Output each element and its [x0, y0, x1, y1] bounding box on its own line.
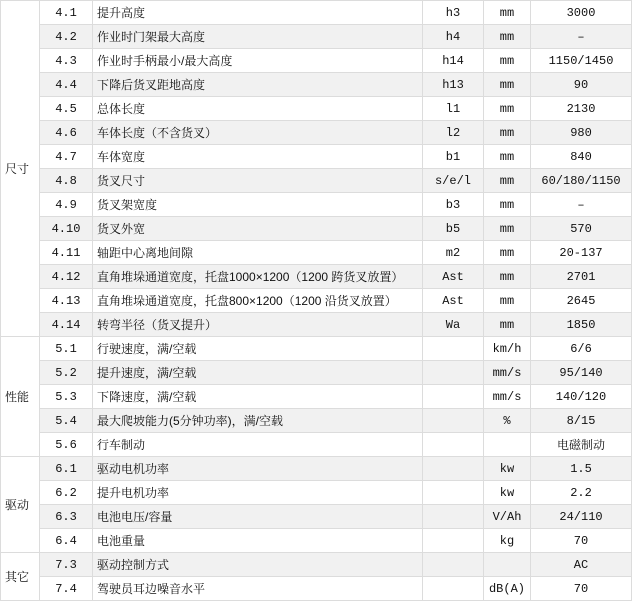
table-row [1, 97, 632, 121]
row-name-cell: 车体宽度 [93, 145, 423, 169]
table-row [1, 193, 632, 217]
row-number-cell: 4.11 [40, 241, 93, 265]
row-unit-cell: mm [484, 73, 531, 97]
row-value-cell: 1150/1450 [531, 49, 632, 73]
row-number-cell: 4.3 [40, 49, 93, 73]
row-unit-cell: % [484, 409, 531, 433]
row-value-cell: 2645 [531, 289, 632, 313]
row-unit-cell: kg [484, 529, 531, 553]
row-name-cell: 电池电压/容量 [93, 505, 423, 529]
row-name-cell: 提升高度 [93, 1, 423, 25]
table-row [1, 529, 632, 553]
row-number-cell: 4.9 [40, 193, 93, 217]
row-symbol-cell: h3 [423, 1, 484, 25]
row-number-cell: 5.2 [40, 361, 93, 385]
table-row [1, 337, 632, 361]
row-name-cell: 下降后货叉距地高度 [93, 73, 423, 97]
row-symbol-cell [423, 409, 484, 433]
group-label-cell: 尺寸 [1, 1, 40, 337]
row-number-cell: 5.1 [40, 337, 93, 361]
row-unit-cell: kw [484, 481, 531, 505]
row-name-cell: 行车制动 [93, 433, 423, 457]
row-value-cell: 8/15 [531, 409, 632, 433]
row-symbol-cell: s/e/l [423, 169, 484, 193]
row-symbol-cell: l1 [423, 97, 484, 121]
row-name-cell: 转弯半径（货叉提升） [93, 313, 423, 337]
table-row [1, 505, 632, 529]
row-symbol-cell: Wa [423, 313, 484, 337]
row-number-cell: 6.3 [40, 505, 93, 529]
row-name-cell: 总体长度 [93, 97, 423, 121]
row-name-cell: 直角堆垛通道宽度，托盘800×1200（1200 沿货叉放置） [93, 289, 423, 313]
row-value-cell: 1.5 [531, 457, 632, 481]
row-number-cell: 4.6 [40, 121, 93, 145]
row-name-cell: 作业时门架最大高度 [93, 25, 423, 49]
table-row [1, 553, 632, 577]
row-number-cell: 4.8 [40, 169, 93, 193]
row-name-cell: 车体长度（不含货叉） [93, 121, 423, 145]
row-name-cell: 驾驶员耳边噪音水平 [93, 577, 423, 601]
row-value-cell: 20-137 [531, 241, 632, 265]
table-row [1, 361, 632, 385]
row-name-cell: 提升电机功率 [93, 481, 423, 505]
row-unit-cell: mm [484, 121, 531, 145]
group-label-cell: 驱动 [1, 457, 40, 553]
row-value-cell: 电磁制动 [531, 433, 632, 457]
row-name-cell: 驱动控制方式 [93, 553, 423, 577]
row-unit-cell: mm [484, 25, 531, 49]
row-unit-cell: mm/s [484, 361, 531, 385]
table-row [1, 289, 632, 313]
row-number-cell: 4.14 [40, 313, 93, 337]
row-unit-cell: V/Ah [484, 505, 531, 529]
row-name-cell: 轴距中心离地间隙 [93, 241, 423, 265]
row-value-cell: 840 [531, 145, 632, 169]
row-number-cell: 4.10 [40, 217, 93, 241]
row-symbol-cell [423, 361, 484, 385]
row-number-cell: 6.2 [40, 481, 93, 505]
row-unit-cell [484, 553, 531, 577]
row-symbol-cell: m2 [423, 241, 484, 265]
row-symbol-cell: Ast [423, 265, 484, 289]
row-number-cell: 4.12 [40, 265, 93, 289]
row-value-cell: 2130 [531, 97, 632, 121]
table-row [1, 385, 632, 409]
row-unit-cell: mm [484, 241, 531, 265]
row-symbol-cell: h14 [423, 49, 484, 73]
row-unit-cell: mm [484, 169, 531, 193]
row-value-cell: 70 [531, 577, 632, 601]
table-row [1, 577, 632, 601]
row-symbol-cell [423, 505, 484, 529]
row-name-cell: 下降速度，满/空载 [93, 385, 423, 409]
row-unit-cell: mm [484, 49, 531, 73]
row-value-cell: 3000 [531, 1, 632, 25]
row-name-cell: 电池重量 [93, 529, 423, 553]
row-name-cell: 驱动电机功率 [93, 457, 423, 481]
row-unit-cell: mm [484, 313, 531, 337]
row-symbol-cell [423, 385, 484, 409]
row-symbol-cell: b3 [423, 193, 484, 217]
row-number-cell: 4.2 [40, 25, 93, 49]
table-row [1, 49, 632, 73]
row-symbol-cell: l2 [423, 121, 484, 145]
row-number-cell: 7.4 [40, 577, 93, 601]
table-row [1, 241, 632, 265]
row-number-cell: 7.3 [40, 553, 93, 577]
row-number-cell: 6.1 [40, 457, 93, 481]
row-symbol-cell [423, 553, 484, 577]
row-name-cell: 直角堆垛通道宽度，托盘1000×1200（1200 跨货叉放置） [93, 265, 423, 289]
row-number-cell: 4.13 [40, 289, 93, 313]
row-name-cell: 货叉架宽度 [93, 193, 423, 217]
row-unit-cell [484, 433, 531, 457]
row-number-cell: 5.6 [40, 433, 93, 457]
row-value-cell: AC [531, 553, 632, 577]
row-symbol-cell: b5 [423, 217, 484, 241]
table-row [1, 265, 632, 289]
table-row [1, 457, 632, 481]
row-name-cell: 作业时手柄最小/最大高度 [93, 49, 423, 73]
row-value-cell: 2701 [531, 265, 632, 289]
table-row [1, 217, 632, 241]
row-unit-cell: kw [484, 457, 531, 481]
table-row [1, 481, 632, 505]
row-unit-cell: mm [484, 217, 531, 241]
row-symbol-cell [423, 481, 484, 505]
row-unit-cell: mm [484, 265, 531, 289]
row-number-cell: 4.1 [40, 1, 93, 25]
row-value-cell: 6/6 [531, 337, 632, 361]
row-number-cell: 4.7 [40, 145, 93, 169]
row-unit-cell: mm [484, 97, 531, 121]
table-row [1, 145, 632, 169]
row-number-cell: 4.5 [40, 97, 93, 121]
row-name-cell: 行驶速度，满/空载 [93, 337, 423, 361]
row-symbol-cell: h13 [423, 73, 484, 97]
table-row [1, 169, 632, 193]
row-unit-cell: mm/s [484, 385, 531, 409]
row-value-cell: 140/120 [531, 385, 632, 409]
row-value-cell: – [531, 193, 632, 217]
row-value-cell: 90 [531, 73, 632, 97]
table-row [1, 409, 632, 433]
row-number-cell: 4.4 [40, 73, 93, 97]
group-label-cell: 其它 [1, 553, 40, 601]
row-unit-cell: mm [484, 1, 531, 25]
row-value-cell: 2.2 [531, 481, 632, 505]
row-number-cell: 5.4 [40, 409, 93, 433]
row-name-cell: 提升速度，满/空载 [93, 361, 423, 385]
row-symbol-cell [423, 529, 484, 553]
row-symbol-cell [423, 433, 484, 457]
row-symbol-cell: Ast [423, 289, 484, 313]
group-label-cell: 性能 [1, 337, 40, 457]
table-row [1, 73, 632, 97]
row-value-cell: 24/110 [531, 505, 632, 529]
table-row [1, 25, 632, 49]
row-unit-cell: mm [484, 145, 531, 169]
row-symbol-cell [423, 457, 484, 481]
row-unit-cell: mm [484, 193, 531, 217]
row-symbol-cell [423, 337, 484, 361]
table-row [1, 433, 632, 457]
row-symbol-cell [423, 577, 484, 601]
table-row [1, 313, 632, 337]
row-number-cell: 5.3 [40, 385, 93, 409]
row-value-cell: 95/140 [531, 361, 632, 385]
row-unit-cell: mm [484, 289, 531, 313]
row-name-cell: 货叉外宽 [93, 217, 423, 241]
row-name-cell: 最大爬坡能力(5分钟功率)，满/空载 [93, 409, 423, 433]
row-symbol-cell: h4 [423, 25, 484, 49]
row-value-cell: 70 [531, 529, 632, 553]
row-name-cell: 货叉尺寸 [93, 169, 423, 193]
row-value-cell: – [531, 25, 632, 49]
row-value-cell: 980 [531, 121, 632, 145]
table-row [1, 1, 632, 25]
table-body [1, 1, 632, 601]
row-unit-cell: dB(A) [484, 577, 531, 601]
row-number-cell: 6.4 [40, 529, 93, 553]
row-symbol-cell: b1 [423, 145, 484, 169]
table-row [1, 121, 632, 145]
row-value-cell: 60/180/1150 [531, 169, 632, 193]
row-value-cell: 1850 [531, 313, 632, 337]
row-unit-cell: km/h [484, 337, 531, 361]
row-value-cell: 570 [531, 217, 632, 241]
